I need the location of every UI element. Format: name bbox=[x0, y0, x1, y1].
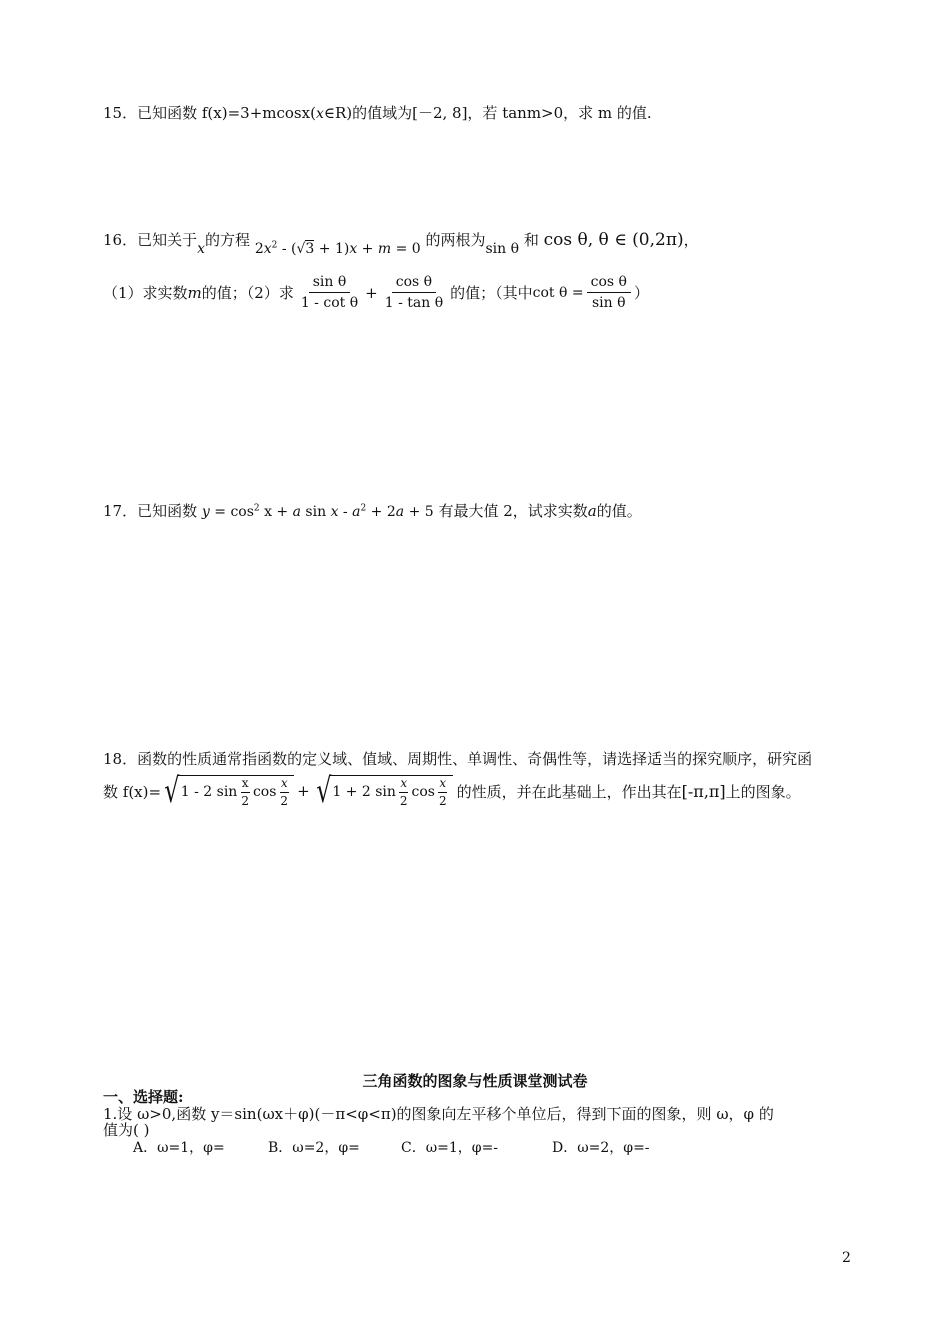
q16-line2-b: 的值；（2）求 bbox=[201, 284, 294, 302]
q16-m: m bbox=[187, 283, 202, 302]
q16-text-a: 已知关于 bbox=[137, 231, 198, 249]
test-q1-option-c: C．ω=1，φ=- bbox=[401, 1140, 499, 1156]
q18-line2-c: 上的图象。 bbox=[725, 782, 801, 801]
question-18-line2 bbox=[103, 771, 801, 811]
q15-text-b: ∈R)的值域为[－2, 8]，若 tanm>0，求 m 的值. bbox=[323, 104, 652, 122]
q18-interval: [-π,π] bbox=[681, 781, 726, 801]
q17-text-a: 已知函数 bbox=[137, 502, 198, 520]
q16-root2: cos θ, θ ∈ (0,2π) bbox=[543, 230, 684, 250]
test-q1-line2: 值为( ) bbox=[103, 1121, 150, 1139]
q15-x: x bbox=[315, 106, 324, 122]
q16-root1: sin θ bbox=[485, 241, 520, 257]
q16-fraction-3: $\frac{\text{cos θ}}{\text{sin θ}}$ bbox=[587, 274, 631, 311]
test-title: 三角函数的图象与性质课堂测试卷 bbox=[362, 1072, 588, 1090]
test-q1-option-b: B．ω=2，φ= bbox=[268, 1140, 360, 1156]
q16-fraction-1: $\frac{\text{sin θ}}{\text{1 - cot θ}}$ bbox=[300, 274, 359, 311]
q16-fraction-2: $\frac{\text{cos θ}}{\text{1 - tan θ}}$ bbox=[384, 274, 444, 311]
q18-sqrt-2: √ 1 + 2 sin $\frac{x}{2}$ cos $\frac{x}{2}$ bbox=[313, 774, 453, 808]
q16-line2-c: 的值；（其中 bbox=[450, 284, 533, 302]
q17-number: 17． bbox=[103, 502, 138, 520]
q18-line2-a: 数 f(x)= bbox=[103, 782, 162, 801]
q16-text-b: 的方程 bbox=[205, 231, 251, 249]
q16-line2-d: ） bbox=[633, 284, 649, 302]
test-q1-option-d: D．ω=2，φ=- bbox=[552, 1140, 650, 1156]
question-17 bbox=[103, 500, 642, 521]
q16-comma: ， bbox=[683, 231, 699, 249]
q16-text-c: 的两根为 bbox=[425, 231, 486, 249]
q16-cot-lhs: cot θ = bbox=[532, 284, 584, 301]
q16-equation: $2x^2 - (√3 + 1)x + m = 0$ bbox=[254, 240, 421, 257]
question-16 bbox=[103, 229, 699, 257]
q16-number: 16． bbox=[103, 231, 138, 249]
q17-text-b: 有最大值 2，试求实数 bbox=[438, 502, 588, 520]
test-q1-line1: 1.设 ω>0,函数 y＝sin(ωx＋φ)(－π<φ<π)的图象向左平移个单位后，得到下面的图象，则 ω，φ 的 bbox=[103, 1105, 774, 1123]
q16-plus: + bbox=[365, 283, 378, 302]
q18-number: 18． bbox=[103, 750, 138, 768]
q16-x: x bbox=[197, 241, 206, 257]
q17-formula: $y = \cos^2 x + a$ $\sin x - a^2 + 2a + 5$ bbox=[201, 503, 434, 520]
q16-text-d: 和 bbox=[523, 231, 539, 249]
q15-number: 15． bbox=[103, 104, 138, 122]
question-16-parts bbox=[103, 274, 649, 311]
q18-sqrt-1: √ 1 - 2 sin $\frac{x}{2}$ cos $\frac{x}{2}$ bbox=[161, 774, 294, 808]
q18-plus: + bbox=[297, 782, 310, 800]
question-15 bbox=[103, 102, 652, 123]
q15-text-a: 已知函数 f(x)=3+mcosx( bbox=[137, 104, 316, 122]
test-section-heading: 一、选择题: bbox=[103, 1088, 184, 1106]
test-q1-option-a: A．ω=1，φ= bbox=[133, 1140, 225, 1156]
q18-line1: 函数的性质通常指函数的定义域、值域、周期性、单调性、奇偶性等，请选择适当的探究顺序，研究函 bbox=[137, 750, 813, 768]
q17-text-c: 的值。 bbox=[596, 502, 642, 520]
page-number: 2 bbox=[842, 1250, 851, 1266]
q18-line2-b: 的性质，并在此基础上，作出其在 bbox=[456, 782, 682, 801]
q16-line2-a: （1）求实数 bbox=[103, 284, 188, 302]
q17-a: a bbox=[587, 502, 597, 520]
question-18-line1 bbox=[103, 748, 812, 769]
